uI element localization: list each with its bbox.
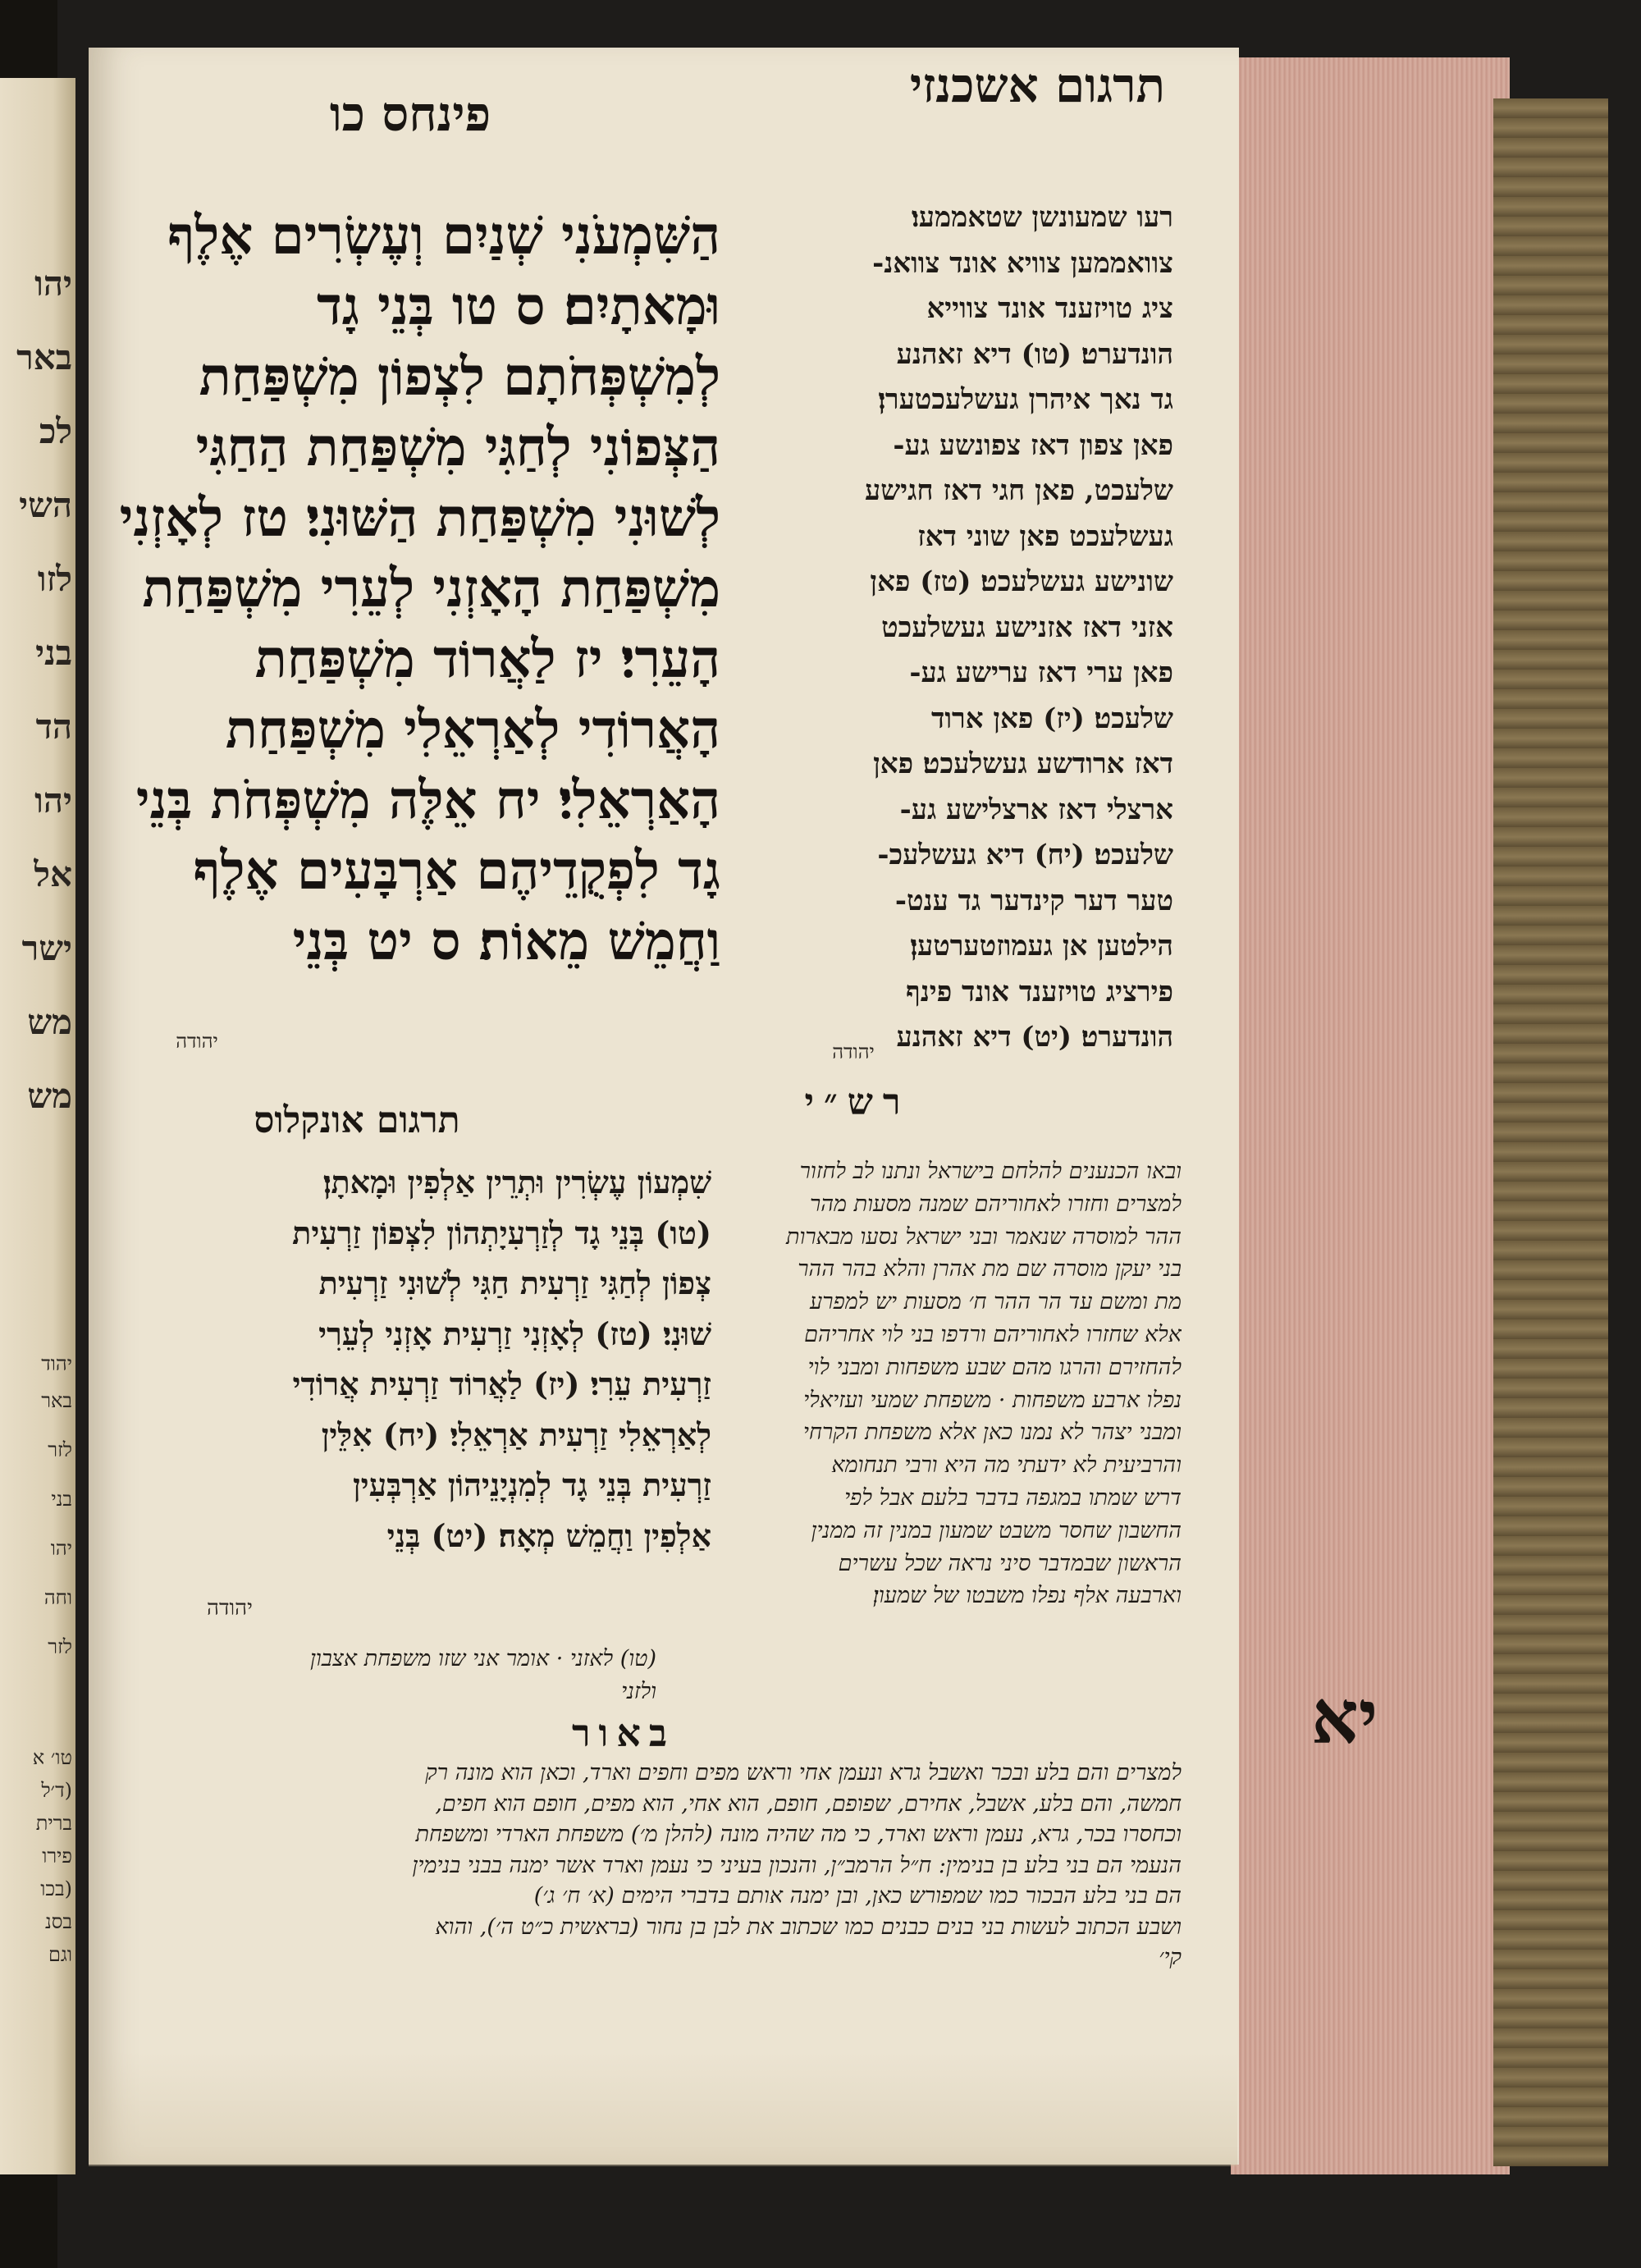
translation-line: געשלעכט פאן שוני דאז <box>917 519 1173 553</box>
left-text-fragment: באר <box>16 341 72 375</box>
left-text-fragment: הד <box>35 710 72 744</box>
rashi-line: להחזירם והרגו מהם שבע משפחות ומבני לוי <box>807 1354 1182 1380</box>
onkelos-line: שִׁמְעוֹן עֶשְׂרִין וּתְרֵין אַלְפִין וּמָאתָן׃ <box>322 1164 711 1200</box>
onkelos-line: זַרְעִית עֵרִי׃ (יז) לַאֲרוֹד זַרְעִית אֲרוֹדִי <box>292 1365 711 1402</box>
rashi-text <box>632 1155 1182 1612</box>
torah-line: הַצְּפוֹנִי לְחַגִּי מִשְׁפַּחַת הַחַגִּי <box>195 417 720 478</box>
translation-line: הונדערט׃ (יט) דיא זאהנע <box>896 1021 1173 1054</box>
page-stain <box>89 2051 1237 2166</box>
header-parasha: פינחס כו <box>329 86 491 142</box>
left-text-fragment: מש <box>27 1079 72 1113</box>
torah-line: וּמָאתָיִם׃ ס טו בְּנֵי גָד <box>316 276 720 337</box>
translation-line: שלעכט׃ (יז) פאן ארוד <box>930 702 1173 735</box>
translation-line: שלעכט, פאן חגי דאז חגישע <box>864 474 1173 507</box>
torah-line: גָד לִפְקֻדֵיהֶם אַרְבָּעִים אֶלֶף <box>193 840 720 902</box>
biur-line: ושבע הכתוב לעשות בני בנים כבנים כמו שכתוב את לבן בן נחור (בראשית כ״ט ה׳), והוא <box>435 1914 1182 1940</box>
rashi-line: אלא שחזרו לאחוריהם ורדפו בני לוי אחריהם <box>804 1321 1182 1347</box>
left-text-fragment: ישר <box>21 931 72 966</box>
onkelos-line: שׁוּנִי׃ (טז) לְאָזְנִי זַרְעִית אָזְנִי לְעֵרִי <box>318 1315 711 1352</box>
translation-line: הונדערט׃ (טו) דיא זאהנע <box>896 337 1173 371</box>
catchword: יהודה <box>176 1030 218 1053</box>
left-text-fragment: לכ <box>39 414 72 449</box>
left-text-fragment: אל <box>34 857 72 892</box>
left-text-fragment: בסנ <box>44 1912 72 1932</box>
onkelos-line: צְפוֹן לְחַגִּי זַרְעִית חַגִּי לְשׁוּנִי זַרְעִית <box>318 1264 711 1301</box>
torah-line: הָאֲרוֹדִי לְאַרְאֵלִי מִשְׁפַּחַת <box>225 699 720 761</box>
rashi-line: וארבעה אלף נפלו משבטו של שמעון׃ <box>873 1583 1182 1609</box>
translation-line: צוואממען צוויא אונד צוואנ- <box>872 246 1173 280</box>
left-text-fragment: השי <box>19 488 72 523</box>
translation-line: הילטען אן געמוזטערטען׃ <box>910 930 1173 963</box>
onkelos-text <box>100 1157 711 1561</box>
rashi-line: החשבון שחסר משבט שמעון במנין זה ממנין <box>811 1517 1182 1543</box>
left-text-fragment: וחה <box>43 1588 72 1607</box>
left-text-fragment: (בכו <box>40 1879 72 1899</box>
onkelos-footnote <box>98 1643 656 1708</box>
main-torah-text <box>97 201 720 977</box>
rashi-line: ההר למוסרה שנאמר ובני ישראל נסעו מבארות <box>785 1223 1182 1250</box>
translation-line: ארצלי דאז ארצלישע גע- <box>899 793 1173 826</box>
translation-line: שלעכט׃ (יח) דיא געשלעכ- <box>877 839 1173 871</box>
torah-line: לְשׁוּנִי מִשְׁפַּחַת הַשּׁוּנִי׃ טז לְאָזְנִי <box>119 487 720 549</box>
rashi-line: ומבני יצהר לא נמנו כאן אלא משפחת הקרחי <box>802 1420 1182 1446</box>
rashi-line: בני יעקן מוסרה שם מת אהרן והלא בהר ההר <box>798 1256 1182 1283</box>
biur-line: וכחסרו בכר, גרא, נעמן וראש וארד, כי מה שהיה מונה (להלן מ׳) משפחת הארדי ומשפחת <box>415 1822 1182 1847</box>
rashi-line: נפלו ארבע משפחות · משפחת שמעי ועזיאלי <box>803 1387 1182 1413</box>
translation-line: דאז ארודשע געשלעכט׃ פאן <box>873 748 1173 780</box>
rashi-line: דרש שמתו במגפה בדבר בלעם אבל לפי <box>844 1484 1182 1511</box>
translation-line: גד נאך איהרן געשלעכטערן׃ <box>878 383 1173 416</box>
onkelos-line: לְאַרְאֵלִי זַרְעִית אַרְאֵלִי׃ (יח) אִלֵּין <box>321 1415 711 1453</box>
rashi-line: הראשון שבמדבר סיני נראה שכל עשרים <box>838 1550 1182 1576</box>
torah-line: הָאַרְאֵלִי׃ יח אֵלֶּה מִשְׁפְּחֹת בְּנֵי <box>135 770 720 831</box>
left-text-fragment: יהו <box>50 1539 72 1558</box>
catchword: יהודה <box>207 1596 253 1621</box>
translation-line: שונישע געשלעכט׃ (טז) פאן <box>870 565 1173 598</box>
torah-line: הַשִּׁמְעֹנִי שְׁנַיִם וְעֶשְׂרִים אֶלֶף <box>167 205 720 267</box>
left-text-fragment: יהוד <box>41 1354 72 1374</box>
translation-line: פאן ערי דאז ערישע גע- <box>909 656 1173 689</box>
left-text-fragment: טו׳ א <box>32 1748 72 1767</box>
rashi-line: למצרים וחזרו לאחוריהם שמנה מסעות מהר <box>809 1191 1182 1217</box>
left-text-fragment: מש <box>27 1005 72 1040</box>
onkelos-heading: תרגום אונקלוס <box>254 1100 460 1141</box>
left-text-fragment: יהו <box>34 267 72 301</box>
page-block-edge <box>1231 57 1510 2174</box>
biur-line: הנעמי הם בני בלע בן בנימין: ח״ל הרמב״ן, והנכון בעיני כי נעמן וארד אשר ימנה בבני בנימין <box>412 1852 1182 1878</box>
left-text-fragment: ברית <box>35 1813 72 1833</box>
left-text-fragment: בני <box>51 1489 72 1509</box>
torah-line: וַחֲמֵשׁ מֵאוֹת׃ ס יט בְּנֵי <box>292 911 720 972</box>
biur-text <box>98 1758 1182 1973</box>
left-text-fragment: יהו <box>34 784 72 818</box>
catchword: יהודה <box>832 1040 875 1063</box>
rashi-line: ובאו הכנענים להלחם בישראל ונתנו לב לחזור <box>799 1159 1182 1184</box>
translation-line: אזני דאז אזנישע געשלעכט <box>881 610 1173 644</box>
page-edge-mark: יא <box>1311 1674 1378 1761</box>
left-page-fragment <box>0 78 75 2174</box>
translation-line: רעו שמעונשן שטאממעו׃ <box>912 201 1173 234</box>
biur-line: למצרים והם בלע ובכר ואשבל גרא ונעמן אחי וראש מפים וחפים וארד, וכאן הוא מונה רק <box>425 1760 1182 1786</box>
onkelos-line: זַרְעִית בְּנֵי גָד לְמִנְיָנֵיהוֹן אַרְבְּעִין <box>352 1466 711 1503</box>
left-text-fragment: לזו <box>37 562 72 597</box>
rashi-heading: רש״י <box>804 1081 911 1123</box>
biur-heading: באור <box>571 1711 676 1755</box>
left-text-fragment: וגם <box>48 1945 72 1964</box>
left-text-fragment: באר <box>41 1391 72 1411</box>
left-text-fragment: לזר <box>48 1637 72 1657</box>
header-targum-ashkenazi: תרגום אשכנזי <box>909 57 1165 113</box>
ashkenazi-translation <box>751 195 1173 1061</box>
biur-line: קי׳ <box>1159 1945 1182 1970</box>
footnote-line: (טו) לאזני · אומר אני שזו משפחת אצבון <box>309 1646 656 1671</box>
torah-line: הָעֵרִי׃ יז לַאֲרוֹד מִשְׁפַּחַת <box>254 629 720 690</box>
biur-line: הם בני בלע הבכור כמו שמפורש כאן, ובן ימנה אותם בדברי הימים (א׳ ח׳ ג׳) <box>533 1883 1182 1909</box>
torah-line: לְמִשְׁפְּחֹתָם לִצְפוֹן מִשְׁפַּחַת <box>199 346 720 408</box>
left-text-fragment: לזר <box>48 1440 72 1460</box>
translation-line: פאן צפון דאז צפונשע גע- <box>893 428 1173 462</box>
book-cover-edge <box>1493 98 1608 2166</box>
left-text-fragment: בני <box>35 636 72 670</box>
translation-line: פירציג טויזענד אונד פינף <box>906 975 1173 1008</box>
translation-line: ציג טויזענד אונד צווייא <box>926 292 1173 325</box>
onkelos-line: אַלְפִין וַחֲמֵשׁ מְאָה׃ (יט) בְּנֵי <box>386 1516 711 1554</box>
biur-line: חמשה, והם בלע, אשבל, אחירם, שפופם, חופם, הוא אחי, הוא מפים, חופם הוא חפים, <box>435 1790 1182 1817</box>
torah-line: מִשְׁפַּחַת הָאָזְנִי לְעֵרִי מִשְׁפַּחַת <box>142 558 720 620</box>
left-text-fragment: (ד׳ל <box>41 1781 72 1800</box>
rashi-line: והרביעית לא ידעתי מה היא ורבי תנחומא <box>831 1452 1182 1479</box>
onkelos-line: (טו) בְּנֵי גָד לְזַרְעִיָתְהוֹן לִצְפוֹן זַרְעִית <box>292 1214 711 1251</box>
left-text-fragment: פירו <box>42 1846 72 1866</box>
rashi-line: מת ומשם עד הר ההר ח׳ מסעות יש למפרע <box>810 1289 1182 1315</box>
translation-line: טער דער קינדער גד ענט- <box>894 884 1173 917</box>
footnote-line: ולזני <box>621 1679 656 1704</box>
